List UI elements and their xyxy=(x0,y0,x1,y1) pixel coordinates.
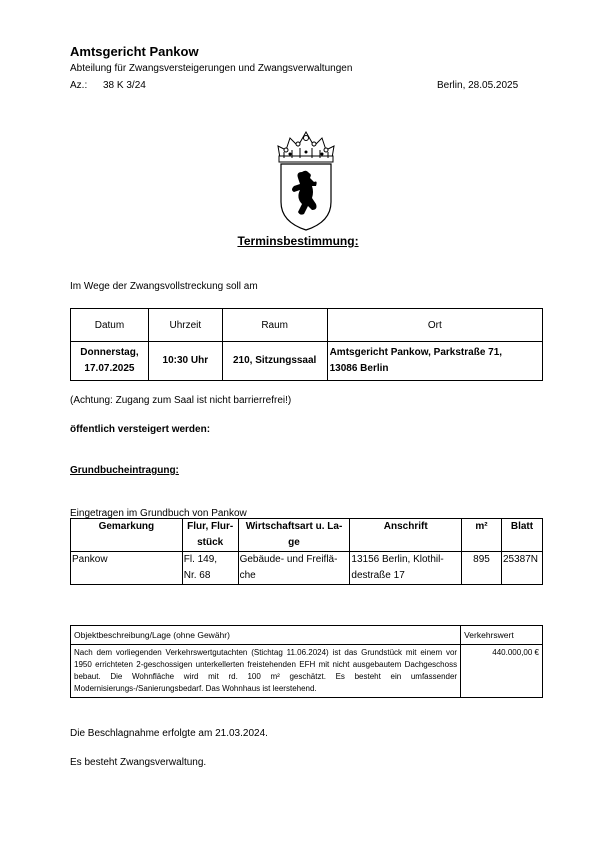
cell-wirtschaftsart: Gebäude- und Freiflä- che xyxy=(238,552,350,585)
header-place: Ort xyxy=(327,309,542,342)
cell-blatt: 25387N xyxy=(501,552,542,585)
berlin-crest-icon xyxy=(272,128,340,232)
appointment-time: 10:30 Uhr xyxy=(148,342,222,381)
case-number: 38 K 3/24 xyxy=(103,80,146,91)
header-room: Raum xyxy=(222,309,327,342)
cell-m2: 895 xyxy=(462,552,502,585)
appointment-place: Amtsgericht Pankow, Parkstraße 71, 13086 Berlin xyxy=(327,342,542,381)
col-gemarkung: Gemarkung xyxy=(71,519,183,552)
accessibility-note: (Achtung: Zugang zum Saal ist nicht barrierrefrei!) xyxy=(70,395,292,406)
cell-gemarkung: Pankow xyxy=(71,552,183,585)
header-market-value: Verkehrswert xyxy=(461,626,543,645)
col-anschrift: Anschrift xyxy=(350,519,462,552)
intro-text: Im Wege der Zwangsvollstreckung soll am xyxy=(70,281,258,292)
col-flur: Flur, Flur- stück xyxy=(182,519,238,552)
header-time: Uhrzeit xyxy=(148,309,222,342)
appointment-date: Donnerstag, 17.07.2025 xyxy=(71,342,149,381)
court-name: Amtsgericht Pankow xyxy=(70,44,199,59)
property-description: Nach dem vorliegenden Verkehrswertgutachten (Stichtag 11.06.2024) ist das Grundstück mit einem vor 1950 errichteten 2-geschossigen unterkellerten freistehenden EFH mit nicht ausgebautem Dachgeschoss bebaut. Die Wohnfläche wird mit rd. 100 m² geschätzt. Es besteht ein umfassender Modernisierungs-/Sanierungsbedarf. Das Wohnhaus ist leerstehend. xyxy=(71,645,461,698)
cell-anschrift: 13156 Berlin, Klothil- destraße 17 xyxy=(350,552,462,585)
auction-statement: öffentlich versteigert werden: xyxy=(70,424,211,435)
property-description-table xyxy=(70,625,543,698)
header-date: Datum xyxy=(71,309,149,342)
department: Abteilung für Zwangsversteigerungen und Zwangsverwaltungen xyxy=(70,63,353,74)
header-description: Objektbeschreibung/Lage (ohne Gewähr) xyxy=(71,626,461,645)
document-title: Terminsbestimmung: xyxy=(237,234,359,248)
appointment-table xyxy=(70,308,543,381)
col-m2: m² xyxy=(462,519,502,552)
forced-administration: Es besteht Zwangsverwaltung. xyxy=(70,757,207,768)
market-value: 440.000,00 € xyxy=(461,645,543,698)
seizure-date: Die Beschlagnahme erfolgte am 21.03.2024. xyxy=(70,728,268,739)
appointment-room: 210, Sitzungssaal xyxy=(222,342,327,381)
col-blatt: Blatt xyxy=(501,519,542,552)
cell-flur: Fl. 149, Nr. 68 xyxy=(182,552,238,585)
registered-in: Eingetragen im Grundbuch von Pankow xyxy=(70,508,247,519)
land-register-table xyxy=(70,518,543,585)
table-row xyxy=(71,552,543,585)
land-register-heading: Grundbucheintragung: xyxy=(70,465,179,476)
az-label: Az.: xyxy=(70,80,88,91)
place-date: Berlin, 28.05.2025 xyxy=(437,80,519,91)
col-wirtschaftsart: Wirtschaftsart u. La- ge xyxy=(238,519,350,552)
